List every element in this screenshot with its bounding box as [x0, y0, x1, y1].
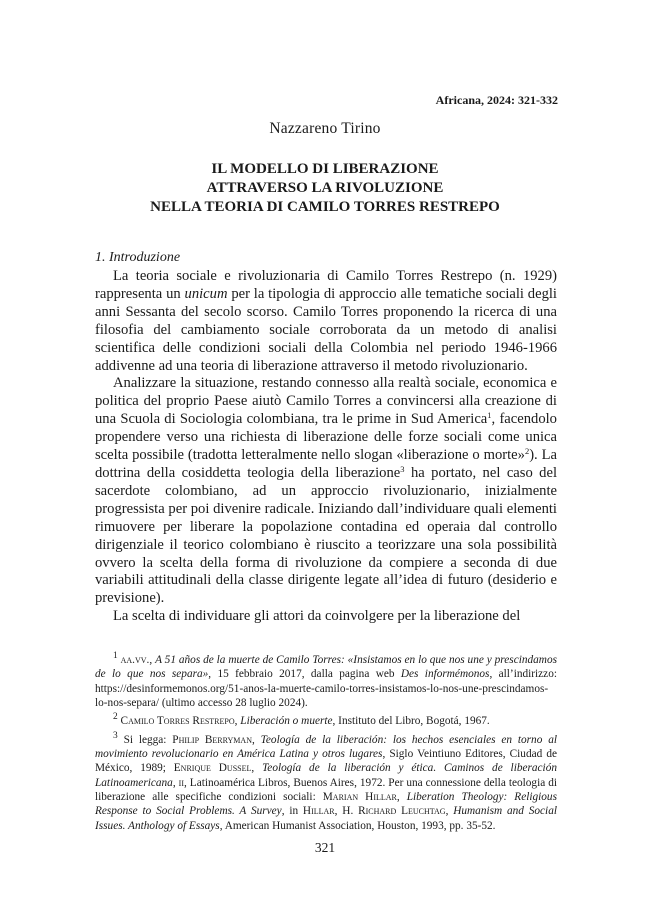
text-run: , Instituto del Libro, Bogotá, 1967.	[332, 715, 490, 728]
emphasis: Des informémonos	[400, 668, 490, 681]
article-title	[80, 160, 570, 217]
text-run: ). La dottrina della cosiddetta teologia della liberazione	[95, 447, 557, 481]
footnote-ref[interactable]: 2	[524, 446, 530, 457]
text-run: ,	[445, 805, 454, 818]
text-run: Analizzare la situazione, restando connesso alla realtà sociale, economica e politica del proprio Paese aiutò Camilo Torres a convincersi alla creazione di una Scuola di Sociologia colombiana, tra le prime in Sud America	[95, 375, 557, 428]
text-run: , American Humanist Association, Houston, 1993, pp. 35-52.	[219, 819, 496, 832]
footnotes	[95, 649, 557, 833]
section-heading: 1. Introduzione	[95, 250, 181, 265]
paragraph	[95, 375, 557, 608]
author-smallcaps: Hillar	[302, 805, 335, 818]
text-run: per la tipologia di approccio alle tematiche sociali degli anni Sessanta del secolo scorso. Camilo Torres proponendo la ricerca di una filosofia del cambiamento sociale corroborata da un metodo di analisi scientifica delle condizioni sociali della Colombia nel periodo 1946-1966 addivenne ad una teoria di liberazione attraverso il metodo rivoluzionario.	[95, 285, 557, 374]
text-run: , Latinoamérica Libros, Buenos Aires, 1972. Per una connessione della teologia di liberazione alle specifiche condizioni sociali:	[95, 776, 557, 803]
author-smallcaps: Camilo Torres Restrepo	[120, 715, 235, 728]
footnote	[95, 729, 557, 834]
text-run: ,	[149, 653, 156, 666]
text-run: ,	[172, 776, 179, 789]
text-run: , in	[281, 805, 303, 818]
footnote-ref[interactable]: 1	[487, 410, 492, 421]
emphasis: Liberación o muerte	[240, 715, 333, 728]
journal-citation: Africana, 2024: 321-332	[435, 93, 558, 107]
author-smallcaps: H. Richard Leuchtag	[342, 805, 446, 818]
footnote	[95, 649, 557, 710]
text-run: Si legga:	[123, 733, 173, 746]
author-smallcaps: Enrique Dussel	[173, 762, 252, 775]
text-run: La teoria sociale e rivoluzionaria di Camilo Torres Restrepo (n. 1929) rappresenta un	[95, 268, 557, 302]
footnote	[95, 710, 557, 728]
author-smallcaps: Philip Berryman	[172, 733, 252, 746]
text-run: ,	[251, 762, 263, 775]
footnote-number: 1	[113, 651, 118, 661]
text-run: , Siglo Veintiuno Editores, Ciudad de México, 1989;	[95, 747, 558, 775]
emphasis: Teología de la liberación: los hechos esenciales en torno al movimiento revolucionario en América Latina y otros lugares	[95, 733, 557, 760]
text-run: ,	[334, 805, 343, 818]
footnote-url[interactable]: , all’indirizzo: https://desinformemonos.org/51-anos-la-muerte-camilo-torres-insistamos-lo-nos-une-prescindamos-lo-nos-separa/ (ultimo accesso 28 luglio 2024).	[95, 668, 557, 709]
emphasis: A 51 años de la muerte de Camilo Torres: «Insistamos en lo que nos une y prescindamos de lo que nos separa»	[95, 653, 557, 681]
text-run: , facendolo propendere verso una richiesta di liberazione delle forze sociali come unica scelta possibile (tradotta letteralmente nello slogan «liberazione o morte»	[95, 411, 557, 464]
page-number: 321	[314, 840, 336, 855]
text-run: ,	[234, 715, 241, 728]
paragraph: La scelta di individuare gli attori da coinvolgere per la liberazione del	[113, 608, 521, 625]
title-line: NELLA TEORIA DI CAMILO TORRES RESTREPO	[150, 199, 500, 215]
text-run: , 15 febbraio 2017, dalla pagina web	[208, 668, 401, 681]
title-line: IL MODELLO DI LIBERAZIONE	[211, 161, 439, 177]
emphasis: Humanism and Social Issues. Anthology of Essays	[95, 805, 557, 832]
text-run: ha portato, nel caso del sacerdote colombiano, ad un approccio rivoluzionario, inizialmente progressista per poi divenire radicale. Iniziando dall’individuare quali elementi rimuovere per liberare la popolazione contadina ed operaia dal controllo dirigenziale il teorico colombiano è riuscito a teorizzare una sola possibilità ovvero la scelta della forma di rivoluzione da compiere a seconda di due variabili attitudinali della classe dirigente legate all’idea di futuro (desiderio e previsione).	[95, 464, 558, 607]
text-run: ,	[396, 790, 407, 803]
volume-smallcaps: ii	[178, 776, 184, 789]
title-line: ATTRAVERSO LA RIVOLUZIONE	[206, 180, 444, 196]
author-smallcaps: Marian Hillar	[322, 790, 397, 803]
emphasis: Liberation Theology: Religious Response to Social Problems. A Survey	[95, 790, 557, 818]
footnote-ref[interactable]: 3	[400, 463, 405, 474]
emphasis: Teología de la liberación y ética. Caminos de liberación Latinoamericana	[95, 762, 557, 789]
author-smallcaps: aa.vv.	[120, 653, 150, 666]
body-text	[95, 268, 557, 626]
text-run: ,	[251, 733, 261, 746]
paragraph	[95, 268, 557, 375]
author-name: Nazzareno Tirino	[269, 120, 381, 137]
emphasis: unicum	[184, 285, 228, 302]
footnote-number: 2	[113, 712, 118, 723]
footnote-number: 3	[113, 730, 118, 741]
